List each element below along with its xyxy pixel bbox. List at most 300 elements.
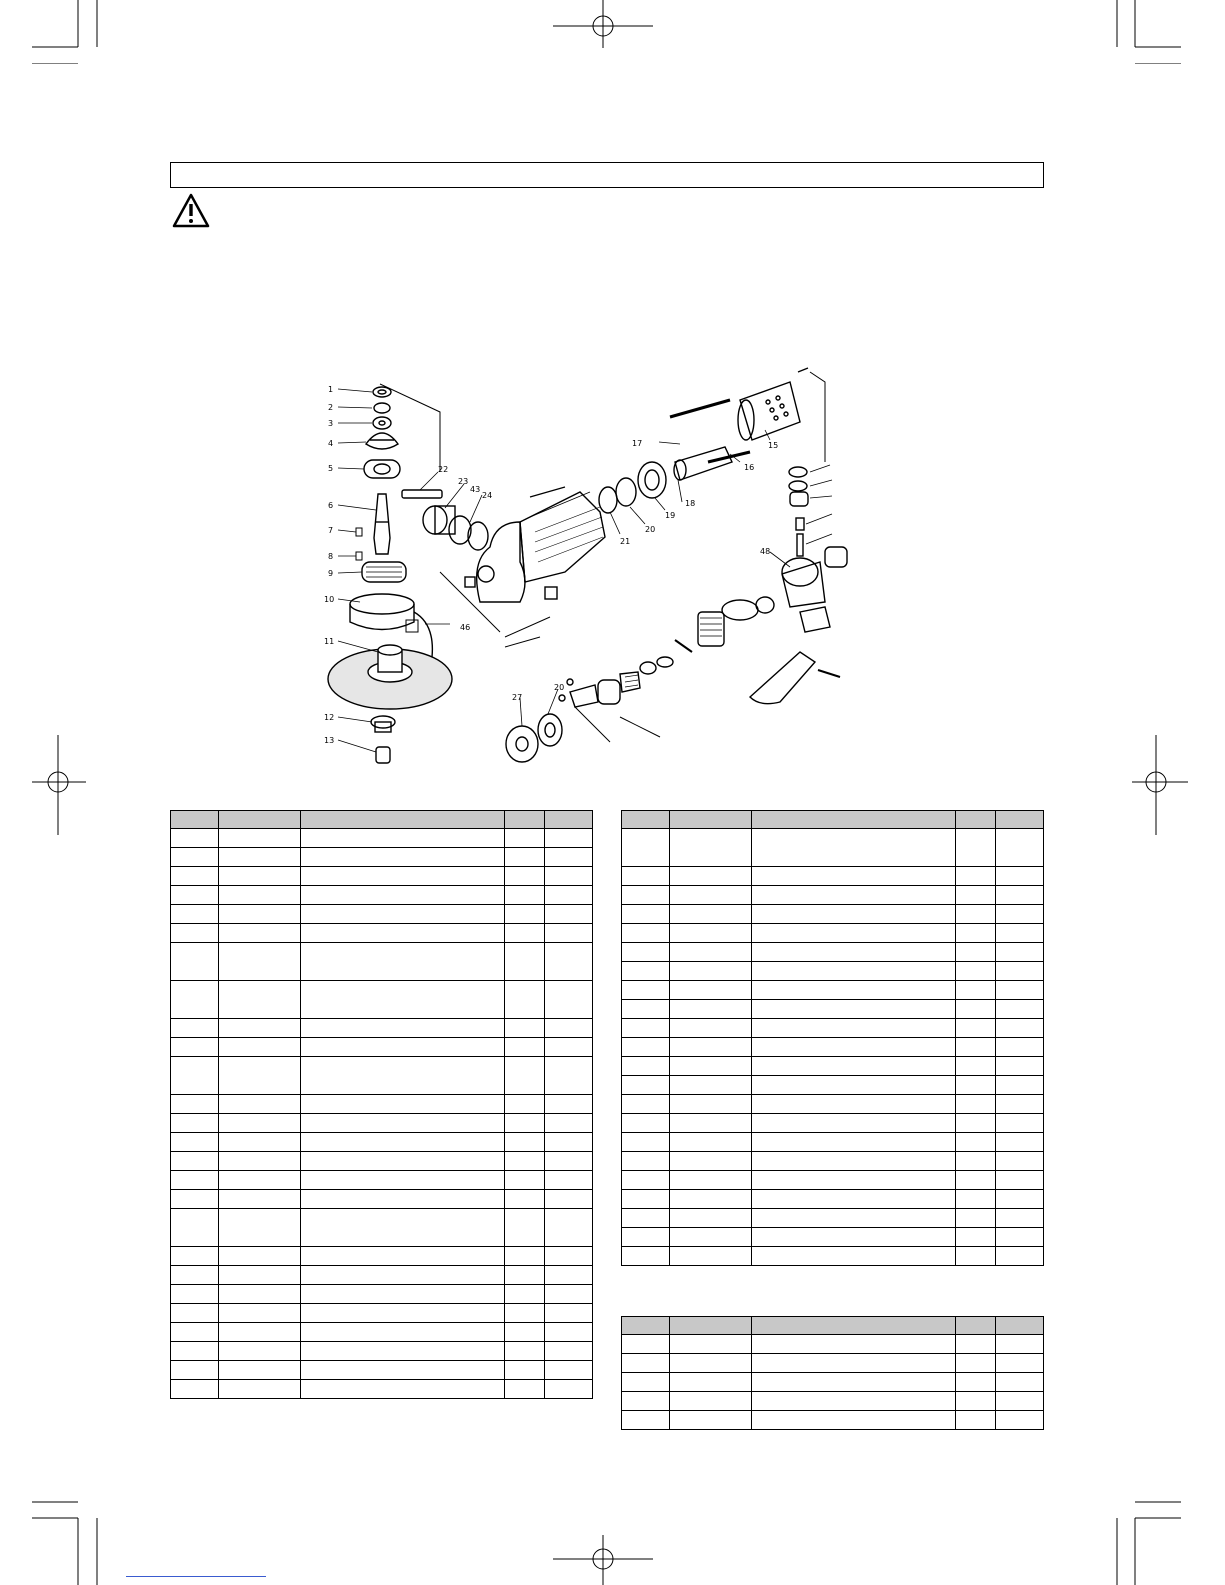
table-cell bbox=[996, 981, 1044, 1000]
registration-mark-icon bbox=[553, 0, 653, 50]
table-cell bbox=[956, 1373, 996, 1392]
table-cell bbox=[622, 981, 670, 1000]
table-cell bbox=[996, 905, 1044, 924]
callout-9: 9 bbox=[328, 569, 334, 578]
table-cell bbox=[622, 1038, 670, 1057]
table-cell bbox=[670, 1019, 752, 1038]
table-cell bbox=[956, 981, 996, 1000]
table-cell bbox=[622, 924, 670, 943]
table-cell bbox=[670, 829, 752, 867]
table-row bbox=[171, 1057, 593, 1095]
table-cell bbox=[752, 1392, 956, 1411]
callout-6: 6 bbox=[328, 501, 334, 510]
table-cell bbox=[219, 1095, 301, 1114]
table-cell bbox=[545, 905, 593, 924]
table-cell bbox=[505, 1342, 545, 1361]
parts-table-right-top bbox=[621, 810, 1044, 1266]
registration-mark-icon bbox=[30, 735, 90, 835]
table-cell bbox=[670, 1133, 752, 1152]
table-cell bbox=[545, 1133, 593, 1152]
table-cell bbox=[171, 1095, 219, 1114]
table-cell bbox=[670, 924, 752, 943]
table-cell bbox=[545, 1323, 593, 1342]
table-cell bbox=[219, 1057, 301, 1095]
table-cell bbox=[752, 1411, 956, 1430]
table-header-row bbox=[622, 1317, 1044, 1335]
table-cell bbox=[219, 1114, 301, 1133]
table-cell bbox=[171, 1133, 219, 1152]
table-cell bbox=[622, 1095, 670, 1114]
table-cell bbox=[545, 981, 593, 1019]
table-cell bbox=[956, 1209, 996, 1228]
table-cell bbox=[956, 867, 996, 886]
table-cell bbox=[301, 1304, 505, 1323]
table-cell bbox=[622, 1373, 670, 1392]
table-cell bbox=[622, 1114, 670, 1133]
table-row bbox=[171, 1323, 593, 1342]
table-cell bbox=[545, 867, 593, 886]
table-cell bbox=[301, 867, 505, 886]
header-cell bbox=[219, 811, 301, 829]
table-cell bbox=[219, 829, 301, 848]
table-cell bbox=[505, 886, 545, 905]
table-cell bbox=[545, 886, 593, 905]
table-cell bbox=[219, 886, 301, 905]
table-cell bbox=[956, 905, 996, 924]
footer-link-underline[interactable] bbox=[126, 1576, 266, 1577]
table-cell bbox=[956, 1095, 996, 1114]
table-row bbox=[622, 1209, 1044, 1228]
table-row bbox=[171, 1038, 593, 1057]
table-cell bbox=[301, 905, 505, 924]
table-cell bbox=[956, 829, 996, 867]
table-cell bbox=[996, 1095, 1044, 1114]
table-cell bbox=[219, 943, 301, 981]
table-cell bbox=[545, 1038, 593, 1057]
table-cell bbox=[956, 962, 996, 981]
table-cell bbox=[505, 867, 545, 886]
table-cell bbox=[752, 1000, 956, 1019]
table-cell bbox=[622, 905, 670, 924]
table-cell bbox=[301, 1323, 505, 1342]
table-cell bbox=[301, 1133, 505, 1152]
table-cell bbox=[956, 1228, 996, 1247]
crop-mark-icon bbox=[1115, 0, 1185, 64]
table-cell bbox=[670, 1392, 752, 1411]
table-cell bbox=[219, 1247, 301, 1266]
table-cell bbox=[752, 886, 956, 905]
table-cell bbox=[301, 1285, 505, 1304]
table-cell bbox=[545, 1361, 593, 1380]
header-cell bbox=[670, 811, 752, 829]
table-cell bbox=[956, 886, 996, 905]
callout-43: 43 bbox=[470, 485, 481, 494]
table-cell bbox=[752, 1335, 956, 1354]
table-cell bbox=[301, 1038, 505, 1057]
table-cell bbox=[622, 1076, 670, 1095]
table-cell bbox=[545, 829, 593, 848]
table-row bbox=[171, 1342, 593, 1361]
table-cell bbox=[752, 1114, 956, 1133]
table-cell bbox=[622, 1190, 670, 1209]
header-cell bbox=[996, 1317, 1044, 1335]
callout-21: 21 bbox=[620, 537, 631, 546]
table-cell bbox=[505, 943, 545, 981]
table-cell bbox=[956, 1335, 996, 1354]
table-cell bbox=[171, 1057, 219, 1095]
table-row bbox=[171, 1133, 593, 1152]
table-row bbox=[622, 924, 1044, 943]
table-cell bbox=[171, 1190, 219, 1209]
table-cell bbox=[171, 867, 219, 886]
table-cell bbox=[752, 924, 956, 943]
callout-12: 12 bbox=[324, 713, 335, 722]
table-cell bbox=[545, 1209, 593, 1247]
table-cell bbox=[301, 886, 505, 905]
table-cell bbox=[956, 1114, 996, 1133]
table-cell bbox=[505, 1114, 545, 1133]
table-row bbox=[171, 924, 593, 943]
table-cell bbox=[545, 1152, 593, 1171]
table-cell bbox=[670, 1247, 752, 1266]
table-cell bbox=[171, 905, 219, 924]
crop-mark-icon bbox=[30, 1500, 100, 1585]
table-cell bbox=[505, 1152, 545, 1171]
table-cell bbox=[670, 1114, 752, 1133]
table-cell bbox=[622, 1228, 670, 1247]
table-cell bbox=[505, 1380, 545, 1399]
table-cell bbox=[301, 924, 505, 943]
table-row bbox=[622, 1411, 1044, 1430]
table-cell bbox=[219, 924, 301, 943]
table-cell bbox=[956, 1247, 996, 1266]
table-header-row bbox=[171, 811, 593, 829]
table-cell bbox=[670, 1000, 752, 1019]
table-cell bbox=[996, 1373, 1044, 1392]
registration-mark-icon bbox=[553, 1535, 653, 1585]
table-row bbox=[171, 1304, 593, 1323]
table-cell bbox=[996, 1335, 1044, 1354]
header-cell bbox=[622, 1317, 670, 1335]
table-cell bbox=[752, 1247, 956, 1266]
table-row bbox=[622, 981, 1044, 1000]
table-cell bbox=[545, 943, 593, 981]
table-row bbox=[622, 943, 1044, 962]
callout-8: 8 bbox=[328, 552, 334, 561]
table-cell bbox=[670, 1411, 752, 1430]
table-cell bbox=[622, 1019, 670, 1038]
table-row bbox=[622, 1354, 1044, 1373]
table-cell bbox=[752, 1373, 956, 1392]
table-cell bbox=[956, 943, 996, 962]
registration-mark-right bbox=[1130, 735, 1190, 835]
table-cell bbox=[171, 1285, 219, 1304]
table-cell bbox=[505, 1171, 545, 1190]
table-cell bbox=[171, 1171, 219, 1190]
table-row bbox=[622, 905, 1044, 924]
table-cell bbox=[622, 886, 670, 905]
crop-mark-icon bbox=[30, 0, 100, 64]
table-cell bbox=[996, 1354, 1044, 1373]
table-row bbox=[171, 905, 593, 924]
table-cell bbox=[670, 1038, 752, 1057]
table-cell bbox=[996, 1057, 1044, 1076]
callout-4: 4 bbox=[328, 439, 334, 448]
table-cell bbox=[670, 1076, 752, 1095]
table-row bbox=[171, 1209, 593, 1247]
callout-3: 3 bbox=[328, 419, 334, 428]
callout-5: 5 bbox=[328, 464, 334, 473]
table-cell bbox=[996, 924, 1044, 943]
table-cell bbox=[670, 1209, 752, 1228]
table-cell bbox=[996, 1411, 1044, 1430]
table-cell bbox=[545, 1380, 593, 1399]
table-cell bbox=[622, 1411, 670, 1430]
table-cell bbox=[219, 1304, 301, 1323]
parts-table-left bbox=[170, 810, 593, 1399]
parts-table-right-bottom bbox=[621, 1316, 1044, 1430]
registration-mark-left bbox=[30, 735, 90, 835]
table-cell bbox=[670, 943, 752, 962]
table-cell bbox=[219, 1133, 301, 1152]
table-cell bbox=[996, 1019, 1044, 1038]
table-cell bbox=[505, 1133, 545, 1152]
table-cell bbox=[505, 1247, 545, 1266]
table-cell bbox=[219, 981, 301, 1019]
table-cell bbox=[956, 1354, 996, 1373]
table-cell bbox=[301, 1171, 505, 1190]
table-cell bbox=[505, 1209, 545, 1247]
table-row bbox=[622, 1095, 1044, 1114]
table-cell bbox=[545, 1171, 593, 1190]
callout-13: 13 bbox=[324, 736, 335, 745]
header-cell bbox=[301, 811, 505, 829]
table-cell bbox=[219, 1152, 301, 1171]
table-cell bbox=[622, 1354, 670, 1373]
table-row bbox=[171, 1171, 593, 1190]
table-row bbox=[171, 1019, 593, 1038]
table-cell bbox=[956, 1152, 996, 1171]
table-cell bbox=[171, 1152, 219, 1171]
table-row bbox=[171, 886, 593, 905]
warning-triangle-icon bbox=[172, 193, 210, 229]
callout-24: 24 bbox=[482, 491, 493, 500]
table-cell bbox=[505, 1285, 545, 1304]
table-cell bbox=[301, 1114, 505, 1133]
table-cell bbox=[545, 1190, 593, 1209]
table-cell bbox=[752, 981, 956, 1000]
header-cell bbox=[752, 811, 956, 829]
table-cell bbox=[752, 1095, 956, 1114]
table-row bbox=[171, 1114, 593, 1133]
callout-27: 27 bbox=[512, 693, 523, 702]
table-cell bbox=[219, 1285, 301, 1304]
table-row bbox=[622, 829, 1044, 867]
table-row bbox=[171, 1285, 593, 1304]
table-cell bbox=[996, 867, 1044, 886]
table-row bbox=[622, 867, 1044, 886]
table-cell bbox=[622, 829, 670, 867]
table-row bbox=[171, 829, 593, 848]
table-cell bbox=[545, 1114, 593, 1133]
callout-11: 11 bbox=[324, 637, 335, 646]
table-cell bbox=[622, 1133, 670, 1152]
table-cell bbox=[670, 962, 752, 981]
table-cell bbox=[622, 1000, 670, 1019]
callout-46: 46 bbox=[460, 623, 471, 632]
table-row bbox=[622, 1038, 1044, 1057]
table-cell bbox=[996, 886, 1044, 905]
table-cell bbox=[545, 1342, 593, 1361]
table-cell bbox=[505, 1361, 545, 1380]
table-cell bbox=[219, 1209, 301, 1247]
table-cell bbox=[219, 1038, 301, 1057]
table-cell bbox=[956, 1133, 996, 1152]
table-cell bbox=[956, 1411, 996, 1430]
table-row bbox=[171, 1380, 593, 1399]
table-cell bbox=[752, 1354, 956, 1373]
callout-48: 48 bbox=[760, 547, 771, 556]
table-row bbox=[171, 1190, 593, 1209]
table-cell bbox=[505, 1190, 545, 1209]
table-cell bbox=[505, 924, 545, 943]
callout-23: 23 bbox=[458, 477, 469, 486]
table-cell bbox=[670, 886, 752, 905]
table-cell bbox=[219, 1323, 301, 1342]
table-cell bbox=[171, 943, 219, 981]
table-cell bbox=[171, 1304, 219, 1323]
table-row bbox=[622, 1057, 1044, 1076]
table-cell bbox=[505, 1019, 545, 1038]
header-cell bbox=[505, 811, 545, 829]
table-cell bbox=[171, 1323, 219, 1342]
table-row bbox=[622, 1228, 1044, 1247]
table-cell bbox=[752, 943, 956, 962]
crop-mark-icon bbox=[1115, 1500, 1185, 1585]
table-row bbox=[171, 1361, 593, 1380]
header-cell bbox=[545, 811, 593, 829]
table-cell bbox=[752, 1228, 956, 1247]
table-cell bbox=[752, 1190, 956, 1209]
table-cell bbox=[996, 1247, 1044, 1266]
table-cell bbox=[956, 1019, 996, 1038]
table-row bbox=[622, 1190, 1044, 1209]
table-cell bbox=[301, 1247, 505, 1266]
table-cell bbox=[622, 962, 670, 981]
table-cell bbox=[545, 848, 593, 867]
table-row bbox=[622, 1373, 1044, 1392]
table-cell bbox=[171, 924, 219, 943]
table-cell bbox=[670, 1057, 752, 1076]
table-row bbox=[622, 1171, 1044, 1190]
table-cell bbox=[301, 1190, 505, 1209]
table-cell bbox=[301, 1057, 505, 1095]
table-row bbox=[171, 981, 593, 1019]
table-cell bbox=[752, 1038, 956, 1057]
table-cell bbox=[996, 1171, 1044, 1190]
table-row bbox=[171, 848, 593, 867]
callout-10: 10 bbox=[324, 595, 335, 604]
table-cell bbox=[996, 943, 1044, 962]
callout-22: 22 bbox=[438, 465, 449, 474]
table-row bbox=[622, 962, 1044, 981]
table-cell bbox=[996, 829, 1044, 867]
crop-mark-top-left bbox=[30, 0, 100, 64]
crop-mark-bottom-left bbox=[30, 1500, 100, 1585]
table-header-row bbox=[622, 811, 1044, 829]
table-cell bbox=[996, 1133, 1044, 1152]
table-cell bbox=[956, 1171, 996, 1190]
table-cell bbox=[622, 1209, 670, 1228]
callout-1: 1 bbox=[328, 385, 334, 394]
table-cell bbox=[956, 1392, 996, 1411]
table-cell bbox=[301, 981, 505, 1019]
table-row bbox=[622, 1133, 1044, 1152]
table-cell bbox=[996, 1228, 1044, 1247]
table-cell bbox=[505, 981, 545, 1019]
table-cell bbox=[171, 981, 219, 1019]
table-cell bbox=[956, 1038, 996, 1057]
table-cell bbox=[171, 1038, 219, 1057]
table-row bbox=[622, 1152, 1044, 1171]
table-cell bbox=[301, 1342, 505, 1361]
table-cell bbox=[171, 1247, 219, 1266]
table-cell bbox=[752, 1152, 956, 1171]
table-cell bbox=[622, 1247, 670, 1266]
exploded-parts-diagram bbox=[320, 362, 868, 772]
table-cell bbox=[301, 943, 505, 981]
table-cell bbox=[670, 1190, 752, 1209]
crop-mark-top-right bbox=[1115, 0, 1185, 64]
table-cell bbox=[301, 1152, 505, 1171]
table-cell bbox=[996, 1000, 1044, 1019]
table-cell bbox=[545, 1266, 593, 1285]
callout-7: 7 bbox=[328, 526, 334, 535]
callout-16: 16 bbox=[744, 463, 755, 472]
table-cell bbox=[301, 848, 505, 867]
table-cell bbox=[622, 1392, 670, 1411]
table-cell bbox=[505, 1304, 545, 1323]
callout-17: 17 bbox=[632, 439, 643, 448]
table-cell bbox=[622, 1057, 670, 1076]
table-cell bbox=[670, 1335, 752, 1354]
table-cell bbox=[219, 1380, 301, 1399]
table-row bbox=[622, 1000, 1044, 1019]
callout-2: 2 bbox=[328, 403, 334, 412]
table-row bbox=[622, 1019, 1044, 1038]
table-cell bbox=[301, 1209, 505, 1247]
callout-20: 20 bbox=[645, 525, 656, 534]
table-cell bbox=[752, 867, 956, 886]
table-row bbox=[622, 886, 1044, 905]
table-cell bbox=[670, 1354, 752, 1373]
header-cell bbox=[670, 1317, 752, 1335]
crop-mark-bottom-right bbox=[1115, 1500, 1185, 1585]
header-cell bbox=[956, 1317, 996, 1335]
table-cell bbox=[219, 1019, 301, 1038]
table-row bbox=[171, 1095, 593, 1114]
table-cell bbox=[505, 1038, 545, 1057]
callout-15: 15 bbox=[768, 441, 779, 450]
table-cell bbox=[219, 848, 301, 867]
table-row bbox=[622, 1335, 1044, 1354]
table-cell bbox=[171, 1266, 219, 1285]
table-cell bbox=[996, 962, 1044, 981]
table-cell bbox=[996, 1076, 1044, 1095]
table-cell bbox=[545, 1095, 593, 1114]
table-cell bbox=[996, 1392, 1044, 1411]
table-cell bbox=[219, 1361, 301, 1380]
